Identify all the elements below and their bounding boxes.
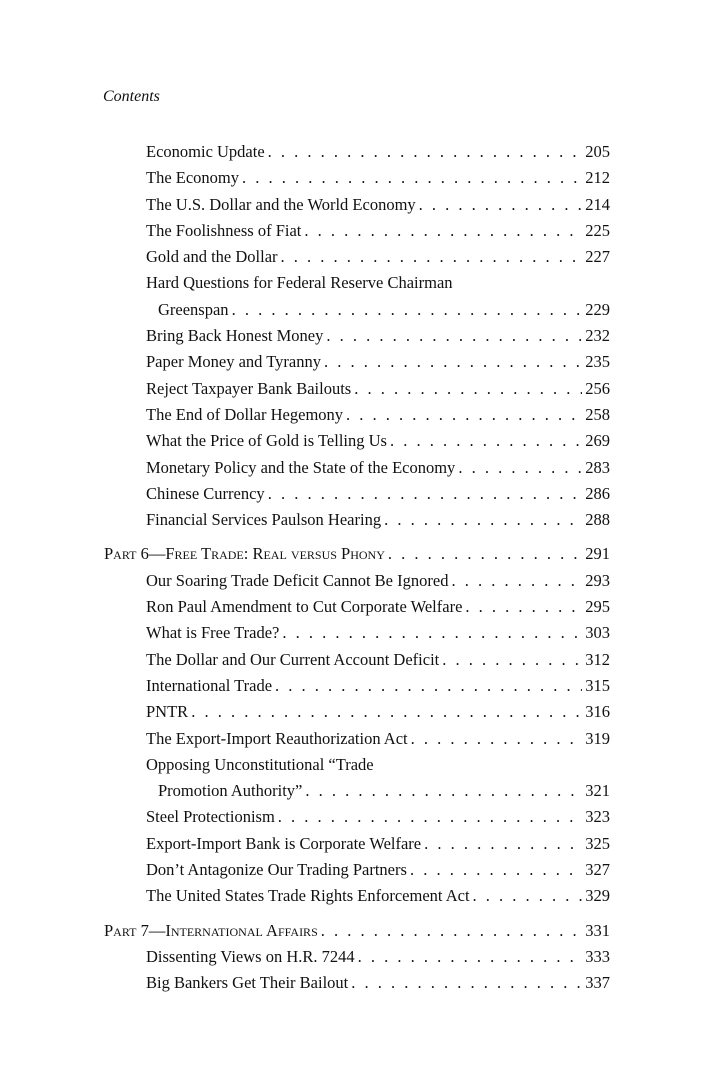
toc-entry-title: Our Soaring Trade Deficit Cannot Be Ignored [146, 570, 449, 590]
toc-entry [104, 192, 610, 218]
dot-leader [451, 568, 582, 594]
toc-entry [104, 804, 610, 830]
toc-entry-title: Steel Protectionism [146, 807, 275, 827]
toc-entry [104, 620, 610, 646]
toc-entry [104, 376, 610, 402]
toc-entry-title: The U.S. Dollar and the World Economy [146, 194, 416, 214]
toc-entry [104, 699, 610, 725]
toc-entry-title: The Economy [146, 168, 240, 188]
dot-leader [282, 620, 582, 646]
dot-leader [324, 349, 582, 375]
dot-leader [326, 323, 582, 349]
toc-entry-page: 291 [585, 544, 610, 564]
toc-entry-page: 269 [585, 431, 610, 451]
toc-entry-title-line1: Opposing Unconstitutional “Trade [146, 754, 374, 774]
toc-entry-page: 229 [585, 299, 610, 319]
toc-part-heading [104, 918, 610, 944]
dot-leader [305, 778, 582, 804]
toc-entry-page: 288 [585, 510, 610, 530]
toc-entry-title: Chinese Currency [146, 483, 265, 503]
toc-entry-title: The Export-Import Reauthorization Act [146, 728, 408, 748]
toc-entry-page: 283 [585, 457, 610, 477]
toc-entry-page: 329 [585, 886, 610, 906]
toc-entry [104, 139, 610, 165]
toc-entry [104, 402, 610, 428]
toc-entry [104, 507, 610, 533]
toc-entry-page: 214 [585, 194, 610, 214]
toc-entry-title: The End of Dollar Hegemony [146, 404, 344, 424]
toc-entry-page: 312 [585, 649, 610, 669]
dot-leader [411, 726, 583, 752]
toc-entry-page: 316 [585, 702, 610, 722]
toc-entry-title-line1: Hard Questions for Federal Reserve Chairman [146, 273, 453, 293]
toc-entry-page: 303 [585, 623, 610, 643]
toc-entry-title: Promotion Authority” [158, 781, 303, 801]
toc-entry [104, 673, 610, 699]
dot-leader [278, 804, 582, 830]
toc-entry [104, 857, 610, 883]
toc-entry [104, 831, 610, 857]
toc-entry-title: Dissenting Views on H.R. 7244 [146, 946, 355, 966]
toc-entry-page: 286 [585, 483, 610, 503]
toc-entry-title: Economic Update [146, 142, 265, 161]
toc-entry-page: 321 [585, 781, 610, 801]
toc-entry-page: 293 [585, 570, 610, 590]
toc-entry [104, 883, 610, 909]
toc-entry-title: Financial Services Paulson Hearing [146, 510, 382, 530]
toc-entry-page: 319 [585, 728, 610, 748]
toc-part-title: Part 6—Free Trade: Real versus Phony [104, 544, 385, 564]
toc-entry-page: 225 [585, 220, 610, 240]
toc-entry-page: 333 [585, 946, 610, 966]
toc-entry-page: 227 [585, 247, 610, 267]
dot-leader [275, 673, 582, 699]
toc-entry-page: 232 [585, 326, 610, 346]
toc-entry [104, 297, 610, 323]
toc-entry-title: International Trade [146, 675, 273, 695]
toc-entry-page: 327 [585, 860, 610, 880]
toc-entry-page: 258 [585, 404, 610, 424]
toc-entry [104, 944, 610, 970]
dot-leader [281, 244, 583, 270]
toc-entry-title: Bring Back Honest Money [146, 326, 324, 346]
dot-leader [410, 857, 582, 883]
toc-entry-title: What the Price of Gold is Telling Us [146, 431, 387, 451]
dot-leader [191, 699, 582, 725]
dot-leader [358, 944, 583, 970]
toc-entry [104, 349, 610, 375]
table-of-contents [104, 139, 610, 997]
toc-entry-page: 295 [585, 597, 610, 617]
dot-leader [268, 139, 583, 165]
toc-entry-title: Paper Money and Tyranny [146, 352, 321, 372]
dot-leader [346, 402, 582, 428]
toc-entry-title: The Foolishness of Fiat [146, 220, 302, 240]
toc-entry [104, 481, 610, 507]
toc-entry [104, 218, 610, 244]
toc-entry-title: PNTR [146, 702, 189, 722]
dot-leader [388, 541, 582, 567]
toc-part-title: Part 7—International Affairs [104, 920, 318, 940]
toc-entry-title: The Dollar and Our Current Account Deficit [146, 649, 440, 669]
dot-leader [232, 297, 583, 323]
toc-entry-title: Gold and the Dollar [146, 247, 278, 267]
dot-leader [242, 165, 582, 191]
toc-entry-title: The United States Trade Rights Enforcement Act [146, 886, 470, 906]
toc-entry [104, 323, 610, 349]
toc-entry [104, 428, 610, 454]
toc-entry [104, 568, 610, 594]
toc-entry [104, 165, 610, 191]
toc-entry-page: 256 [585, 378, 610, 398]
toc-entry [104, 244, 610, 270]
toc-entry [104, 970, 610, 996]
dot-leader [458, 455, 582, 481]
dot-leader [384, 507, 582, 533]
toc-entry [104, 647, 610, 673]
toc-entry-title: Export-Import Bank is Corporate Welfare [146, 833, 422, 853]
toc-entry [104, 778, 610, 804]
toc-entry-title: Reject Taxpayer Bank Bailouts [146, 378, 352, 398]
dot-leader [354, 376, 582, 402]
toc-entry-page: 325 [585, 833, 610, 853]
running-head: Contents [103, 88, 160, 105]
dot-leader [419, 192, 583, 218]
toc-entry-page: 205 [585, 142, 610, 161]
toc-entry-title: Greenspan [158, 299, 229, 319]
toc-entry [104, 726, 610, 752]
toc-entry-page: 323 [585, 807, 610, 827]
dot-leader [424, 831, 582, 857]
toc-part-heading [104, 541, 610, 567]
toc-entry [104, 455, 610, 481]
toc-entry-title: Don’t Antagonize Our Trading Partners [146, 860, 407, 880]
dot-leader [321, 918, 583, 944]
dot-leader [351, 970, 582, 996]
toc-entry-title: What is Free Trade? [146, 623, 280, 643]
toc-entry-page: 315 [585, 675, 610, 695]
dot-leader [473, 883, 583, 909]
toc-entry-title: Monetary Policy and the State of the Economy [146, 457, 456, 477]
dot-leader [304, 218, 582, 244]
toc-entry-page: 337 [585, 973, 610, 993]
dot-leader [390, 428, 582, 454]
toc-entry-page: 331 [585, 920, 610, 940]
dot-leader [268, 481, 583, 507]
toc-entry-page: 235 [585, 352, 610, 372]
toc-entry-page: 212 [585, 168, 610, 188]
toc-entry [104, 594, 610, 620]
dot-leader [442, 647, 582, 673]
toc-entry-title: Big Bankers Get Their Bailout [146, 973, 349, 993]
dot-leader [465, 594, 582, 620]
toc-entry-title: Ron Paul Amendment to Cut Corporate Welfare [146, 597, 463, 617]
